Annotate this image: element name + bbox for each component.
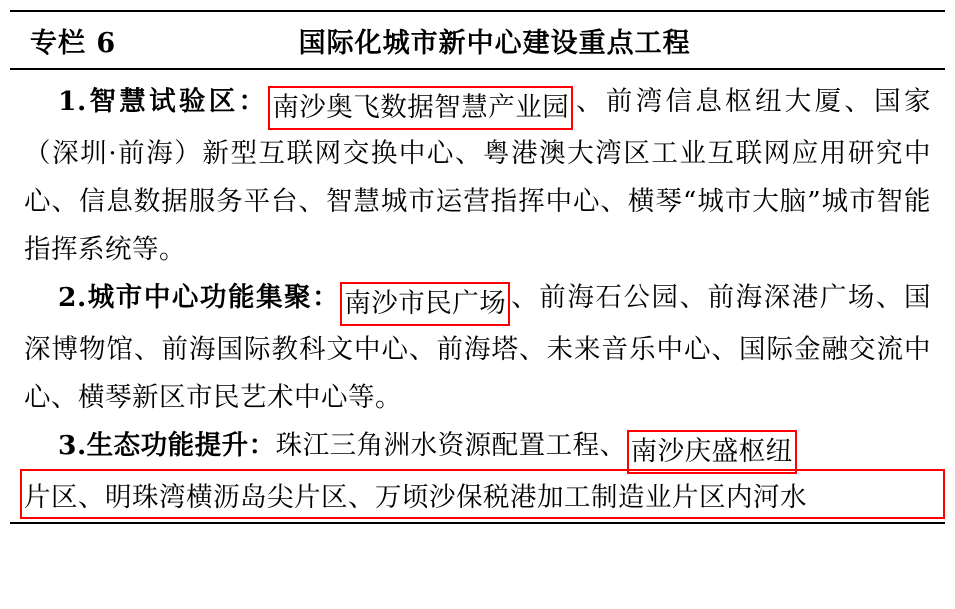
list-item — [24, 78, 931, 274]
list-item-continuation — [24, 474, 931, 522]
table-body — [10, 70, 945, 522]
table-frame — [10, 10, 945, 524]
item-text: 片区、明珠湾横沥岛尖片区、万顷沙保税港加工制造业片区内河水 — [24, 482, 807, 513]
highlight-box-nansha-aofei: 南沙奥飞数据智慧产业园 — [268, 86, 573, 130]
item-text: 、前湾信息枢纽大厦、国家（深圳·前海）新型互联网交换中心、粤港澳大湾区工业互联网应用研究中心、信息数据服务平台、智慧城市运营指挥中心、横琴“城市大脑”城市智能指挥系统等。 — [24, 86, 931, 265]
highlight-box-nansha-square: 南沙市民广场 — [340, 282, 510, 326]
item-lead-text: 珠江三角洲水资源配置工程、 — [275, 430, 627, 461]
table-header-row — [10, 12, 945, 70]
highlight-box-nansha-qingsheng: 南沙庆盛枢纽 — [627, 430, 797, 474]
page-title: 国际化城市新中心建设重点工程 — [298, 27, 691, 59]
list-item — [24, 274, 931, 422]
list-item — [24, 422, 931, 474]
item-number-label: 2.城市中心功能集聚： — [58, 282, 341, 313]
column-label: 专栏 6 — [30, 27, 117, 59]
item-number-label: 1.智慧试验区： — [58, 86, 269, 117]
item-number-label: 3.生态功能提升： — [58, 430, 276, 461]
item-text: 、前海石公园、前海深港广场、国深博物馆、前海国际教科文中心、前海塔、未来音乐中心、国际金融交流中心、横琴新区市民艺术中心等。 — [24, 282, 931, 413]
list-item-wrapper — [24, 422, 931, 522]
